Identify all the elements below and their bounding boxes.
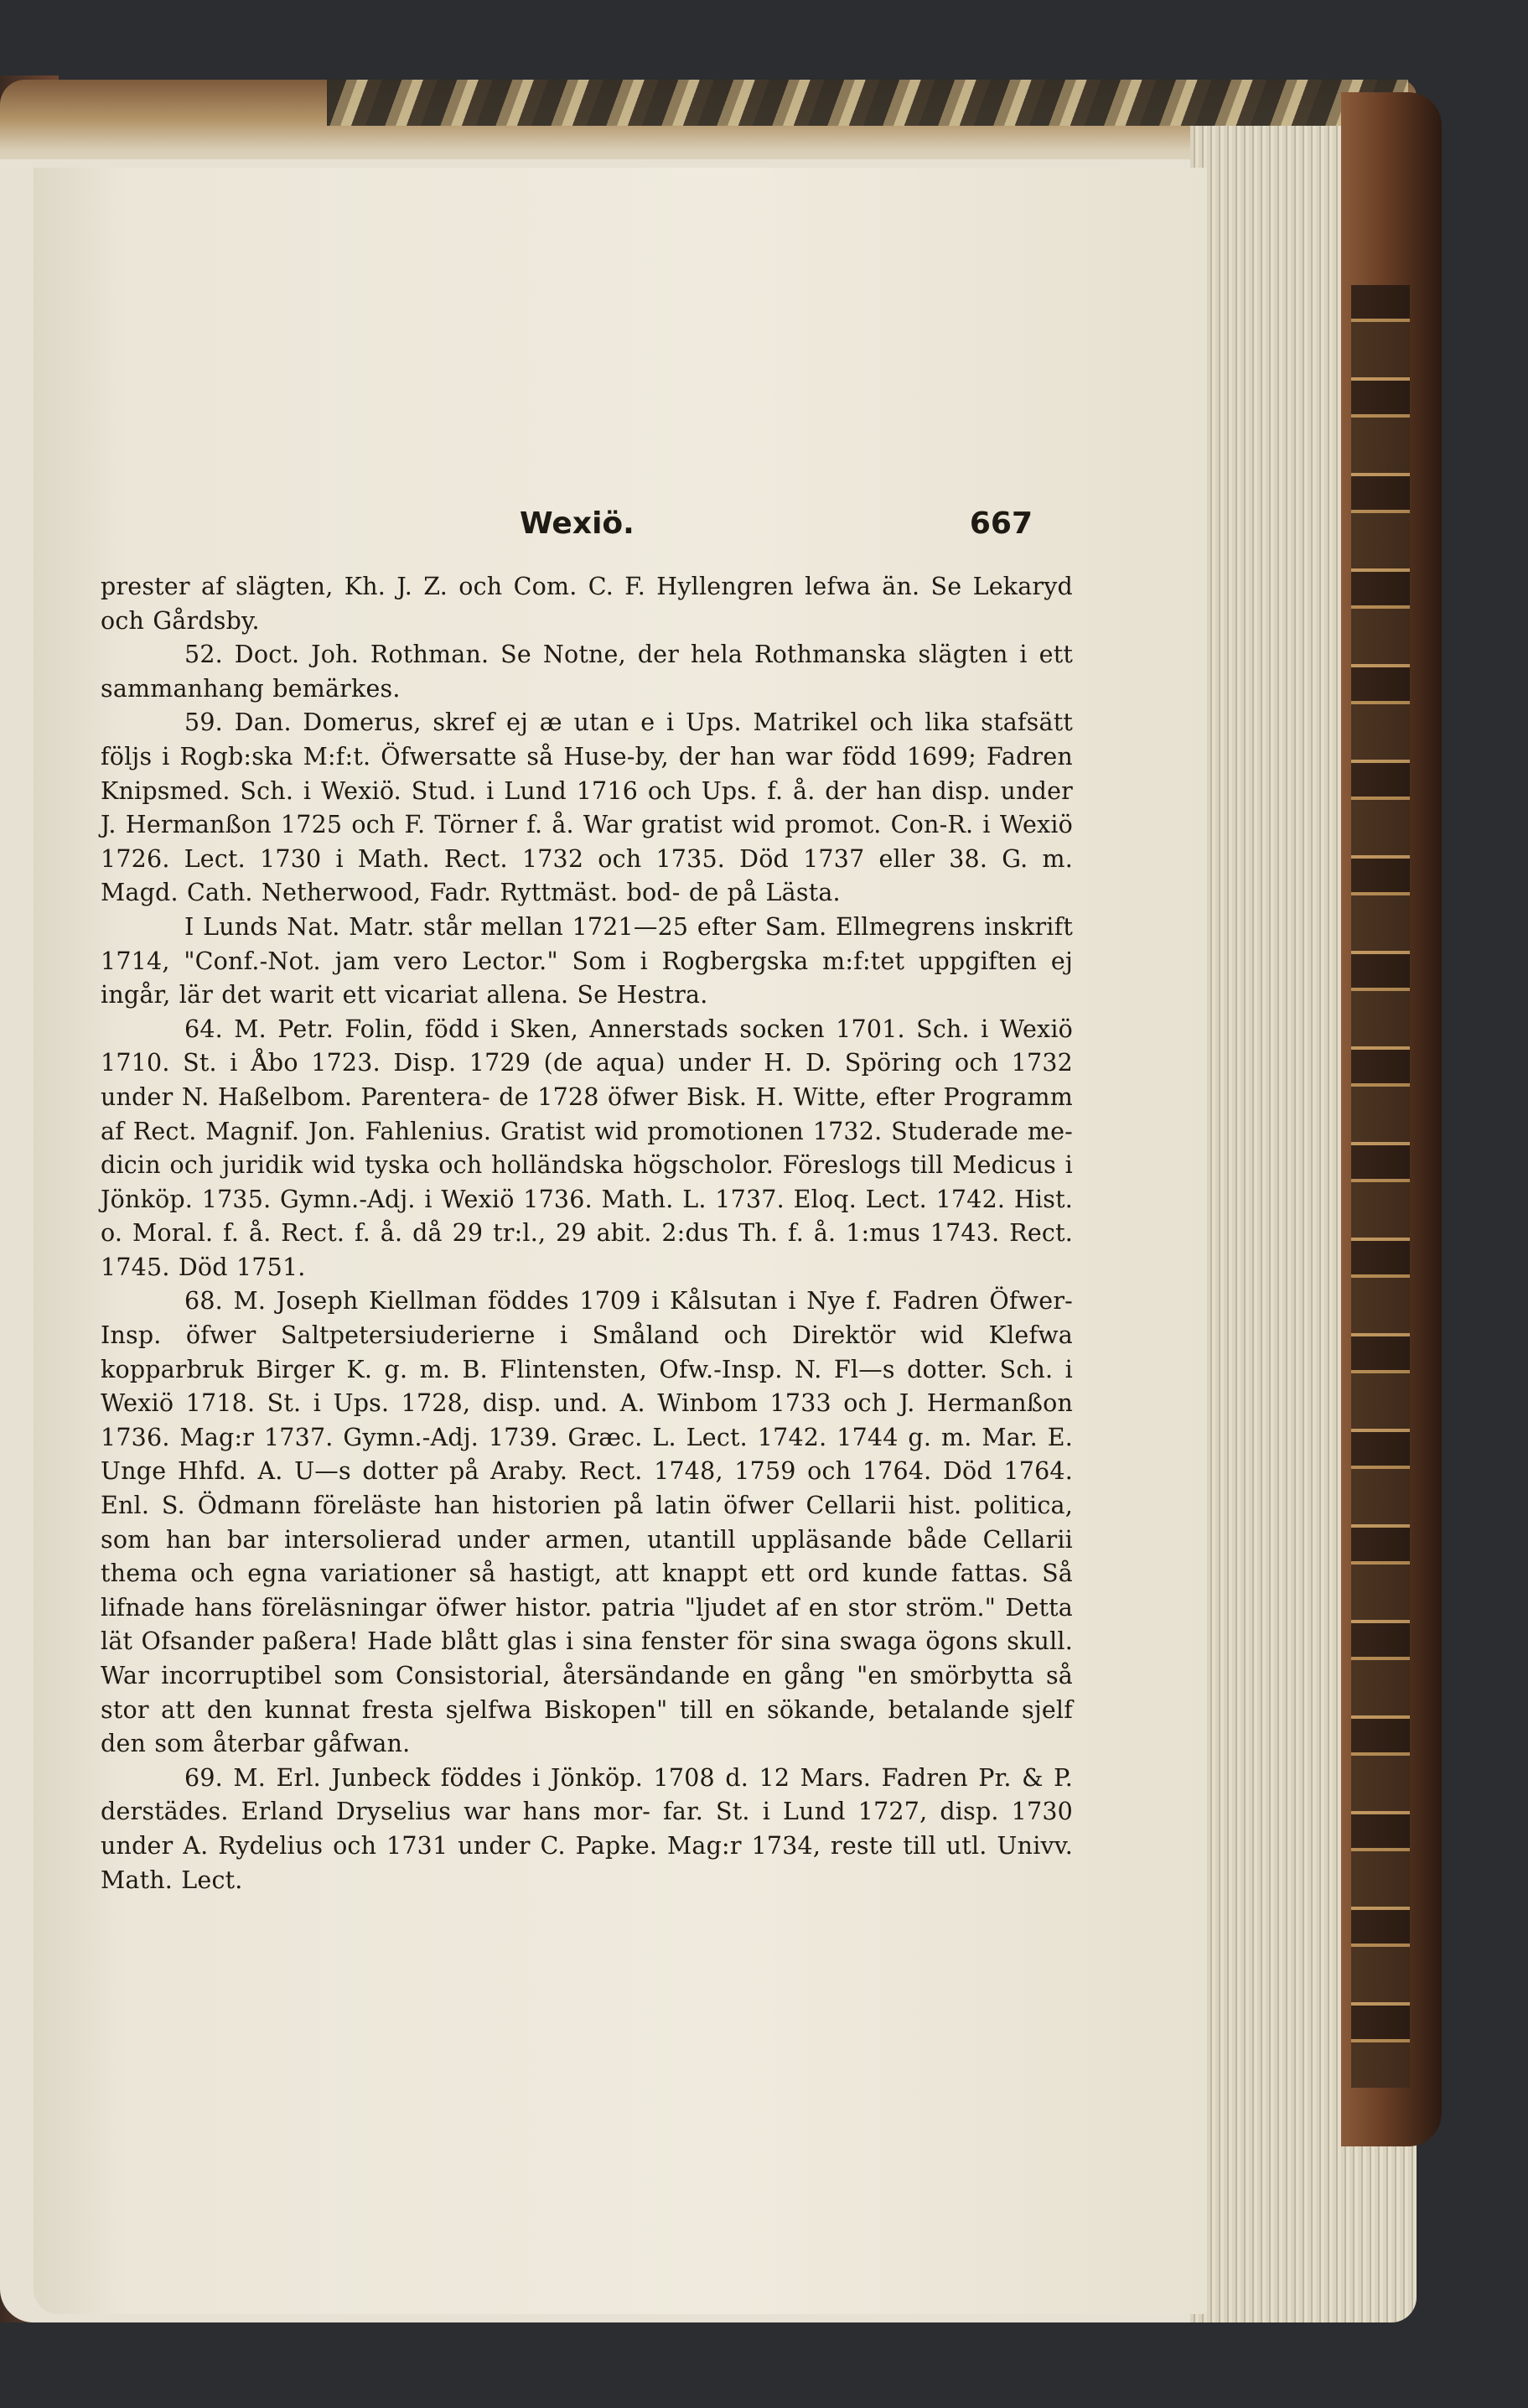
paragraph-entry-69: 69. M. Erl. Junbeck föddes i Jönköp. 1708 d. 12 Mars. Fadren Pr. & P. derstädes. Erland Dryselius war hans mor- far. St. i Lund 1727, disp. 1730 under A. Rydelius och 1731 under C. Papke. Mag:r 1734, reste till utl. Univv. Math. Lect. [101,1763,1073,1894]
book-spine-decoration [1351,285,1410,2088]
paragraph-entry-64: 64. M. Petr. Folin, född i Sken, Annerstads socken 1701. Sch. i Wexiö 1710. St. i Åbo 1723. Disp. 1729 (de aqua) under H. D. Spöring och 1732 under N. Haßelbom. Parentera- de 1728 öfwer Bisk. H. Witte, efter Programm af Rect. Magnif. Jon. Fahlenius. Gratist wid promotionen 1732. Studerade me- dicin och juridik wid tyska och holländska högscholor. Föreslogs till Medicus i Jönköp. 1735. Gymn.-Adj. i Wexiö 1736. Math. L. 1737. Eloq. Lect. 1742. Hist. o. Moral. f. å. Rect. f. å. då 29 tr:l., 29 abit. 2:dus Th. f. å. 1:mus 1743. Rect. 1745. Död 1751. [101,1015,1073,1281]
page-body [101,570,1073,1897]
paragraph-continuation: prester af slägten, Kh. J. Z. och Com. C. F. Hyllengren lefwa än. Se Lekaryd och Gårdsby. [101,573,1073,635]
paragraph-note-lund: I Lunds Nat. Matr. står mellan 1721—25 efter Sam. Ellmegrens inskrift 1714, "Conf.-Not. jam vero Lector." Som i Rogbergska m:f:tet uppgiften ej ingår, lär det warit ett vicariat allena. Se Hestra. [101,912,1073,1009]
paragraph-entry-52: 52. Doct. Joh. Rothman. Se Notne, der hela Rothmanska slägten i ett sammanhang bemärkes. [101,641,1073,703]
page-header [101,506,1073,570]
running-head: Wexiö. [520,506,635,541]
paragraph-entry-59: 59. Dan. Domerus, skref ej æ utan e i Ups. Matrikel och lika stafsätt följs i Rogb:ska M:f:t. Öfwersatte så Huse-by, der han war född 1699; Fadren Knipsmed. Sch. i Wexiö. Stud. i Lund 1716 och Ups. f. å. der han disp. under J. Hermanßon 1725 och F. Törner f. å. War gratist wid promot. Con-R. i Wexiö 1726. Lect. 1730 i Math. Rect. 1732 och 1735. Död 1737 eller 38. G. m. Magd. Cath. Netherwood, Fadr. Ryttmäst. bod- de på Lästa. [101,708,1073,907]
page-text-area [101,506,1073,2242]
book-spine-top-decoration [327,80,1408,126]
page-number: 667 [969,506,1033,541]
paragraph-entry-68: 68. M. Joseph Kiellman föddes 1709 i Kålsutan i Nye f. Fadren Öfwer-Insp. öfwer Saltpetersiuderierne i Småland och Direktör wid Klefwa kopparbruk Birger K. g. m. B. Flintensten, Ofw.-Insp. N. Fl—s dotter. Sch. i Wexiö 1718. St. i Ups. 1728, disp. und. A. Winbom 1733 och J. Hermanßon 1736. Mag:r 1737. Gymn.-Adj. 1739. Græc. L. Lect. 1742. 1744 g. m. Mar. E. Unge Hhfd. A. U—s dotter på Araby. Rect. 1748, 1759 och 1764. Död 1764. Enl. S. Ödmann föreläste han historien på latin öfwer Cellarii hist. politica, som han bar intersolierad under armen, utantill uppläsande både Cellarii thema och egna variationer så hastigt, att knappt ett ord kunde fattas. Så lifnade hans föreläsningar öfwer histor. patria "ljudet af en stor ström." Detta lät Ofsander paßera! Hade blått glas i sina fenster för sina swaga ögons skull. War incorruptibel som Consistorial, återsändande en gång "en smörbytta så stor att den kunnat fresta sjelfwa Biskopen" till en sökande, betalande sjelf den som återbar gåfwan. [101,1287,1073,1758]
book-page [34,168,1207,2314]
